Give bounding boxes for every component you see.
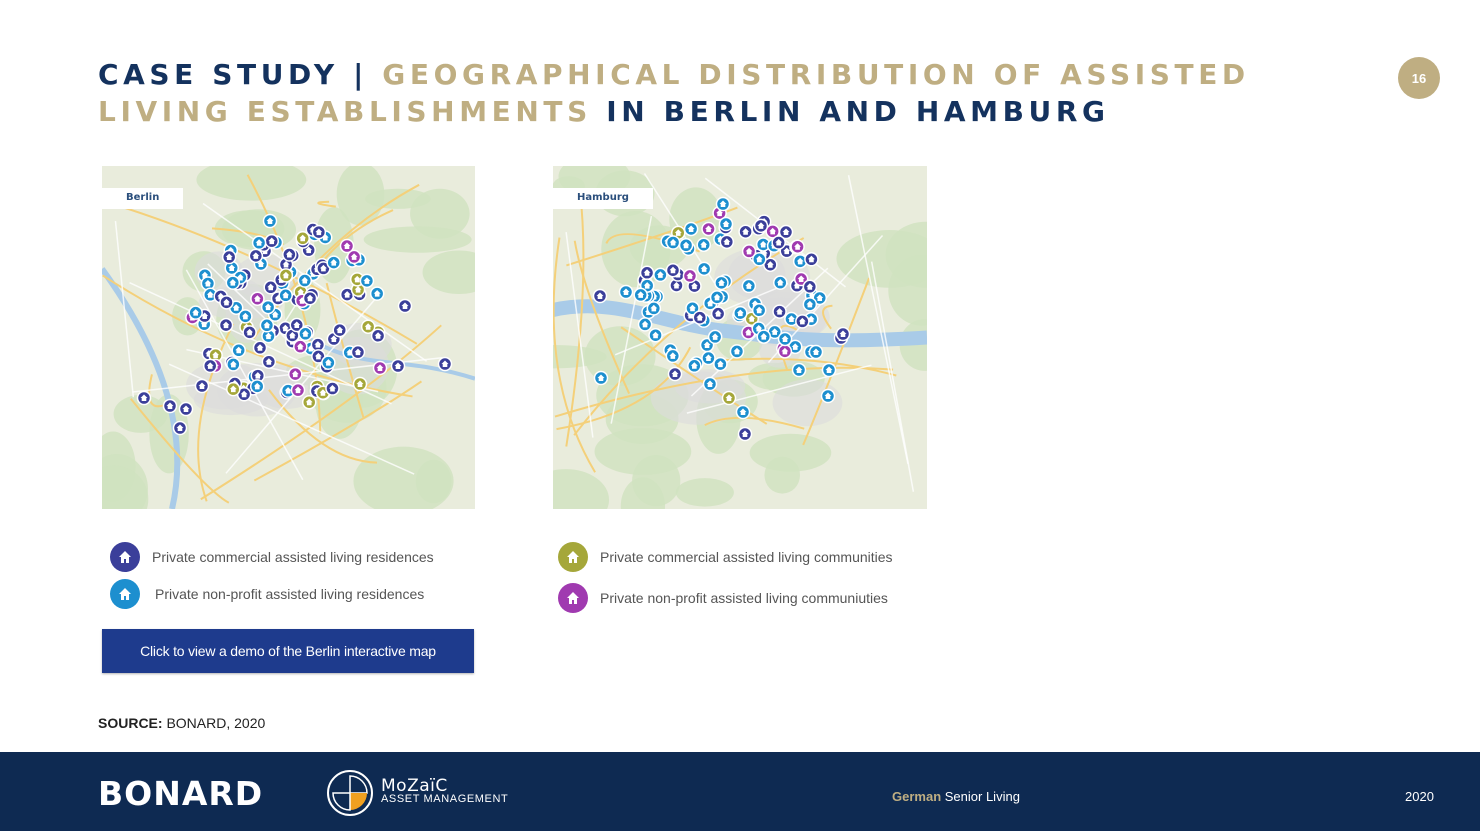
nonprofit-residence-marker[interactable] <box>226 276 239 289</box>
commercial-residence-marker[interactable] <box>304 292 317 305</box>
nonprofit-residence-marker[interactable] <box>823 364 836 377</box>
legend-label: Private commercial assisted living communities <box>600 549 893 565</box>
commercial-residence-marker[interactable] <box>326 382 339 395</box>
footer-tagline <box>892 789 1020 804</box>
nonprofit-community-marker[interactable] <box>791 240 804 253</box>
commercial-residence-marker[interactable] <box>249 249 262 262</box>
nonprofit-residence-marker[interactable] <box>680 239 693 252</box>
nonprofit-residence-marker[interactable] <box>715 276 728 289</box>
commercial-residence-marker[interactable] <box>720 235 733 248</box>
nonprofit-residence-marker[interactable] <box>654 268 667 281</box>
nonprofit-residence-marker[interactable] <box>371 287 384 300</box>
nonprofit-residence-marker[interactable] <box>685 222 698 235</box>
nonprofit-residence-marker[interactable] <box>327 256 340 269</box>
nonprofit-residence-marker[interactable] <box>639 318 652 331</box>
nonprofit-residence-marker[interactable] <box>649 329 662 342</box>
house-icon <box>110 579 140 609</box>
nonprofit-community-marker[interactable] <box>702 222 715 235</box>
commercial-residence-marker[interactable] <box>594 290 607 303</box>
commercial-residence-marker[interactable] <box>754 219 767 232</box>
bonard-logo: BONARD <box>98 774 264 813</box>
page-title <box>98 56 1358 130</box>
mozaic-emblem-icon <box>325 768 375 818</box>
commercial-residence-marker[interactable] <box>138 392 151 405</box>
commercial-residence-marker[interactable] <box>204 359 217 372</box>
nonprofit-community-marker[interactable] <box>341 240 354 253</box>
hamburg-map-label: Hamburg <box>553 188 653 209</box>
commercial-residence-marker[interactable] <box>773 305 786 318</box>
page-number-badge: 16 <box>1398 57 1440 99</box>
commercial-residence-marker[interactable] <box>372 329 385 342</box>
source-value: BONARD, 2020 <box>166 715 266 731</box>
nonprofit-community-marker[interactable] <box>292 384 305 397</box>
commercial-community-marker[interactable] <box>279 269 292 282</box>
nonprofit-residence-marker[interactable] <box>647 302 660 315</box>
commercial-residence-marker[interactable] <box>196 380 209 393</box>
commercial-residence-marker[interactable] <box>669 368 682 381</box>
commercial-residence-marker[interactable] <box>254 341 267 354</box>
footer-tagline-highlight: German <box>892 789 942 804</box>
commercial-residence-marker[interactable] <box>693 311 706 324</box>
nonprofit-community-marker[interactable] <box>251 292 264 305</box>
nonprofit-residence-marker[interactable] <box>264 215 277 228</box>
commercial-residence-marker[interactable] <box>805 253 818 266</box>
nonprofit-community-marker[interactable] <box>374 362 387 375</box>
source-note <box>98 715 265 731</box>
nonprofit-residence-marker[interactable] <box>634 288 647 301</box>
nonprofit-residence-marker[interactable] <box>260 319 273 332</box>
nonprofit-residence-marker[interactable] <box>803 298 816 311</box>
commercial-residence-marker[interactable] <box>312 226 325 239</box>
nonprofit-residence-marker[interactable] <box>810 346 823 359</box>
commercial-residence-marker[interactable] <box>243 326 256 339</box>
nonprofit-residence-marker[interactable] <box>360 274 373 287</box>
commercial-community-marker[interactable] <box>723 392 736 405</box>
nonprofit-residence-marker[interactable] <box>251 380 264 393</box>
legend-label: Private non-profit assisted living communiuties <box>600 590 888 606</box>
nonprofit-residence-marker[interactable] <box>298 274 311 287</box>
nonprofit-residence-marker[interactable] <box>704 378 717 391</box>
commercial-residence-marker[interactable] <box>262 355 275 368</box>
commercial-residence-marker[interactable] <box>739 428 752 441</box>
legend-nonprofit-residences <box>110 579 424 609</box>
source-label: SOURCE: <box>98 715 163 731</box>
nonprofit-residence-marker[interactable] <box>620 286 633 299</box>
title-separator: | <box>353 58 368 91</box>
house-icon <box>110 542 140 572</box>
legend-label: Private non-profit assisted living residences <box>155 586 425 602</box>
nonprofit-residence-marker[interactable] <box>189 306 202 319</box>
hamburg-map[interactable] <box>553 166 927 509</box>
commercial-residence-marker[interactable] <box>180 403 193 416</box>
nonprofit-residence-marker[interactable] <box>734 307 747 320</box>
nonprofit-residence-marker[interactable] <box>666 349 679 362</box>
berlin-map-label: Berlin <box>102 188 183 209</box>
commercial-residence-marker[interactable] <box>803 280 816 293</box>
nonprofit-residence-marker[interactable] <box>262 301 275 314</box>
view-demo-button[interactable]: Click to view a demo of the Berlin interactive map <box>102 629 474 673</box>
legend-label: Private commercial assisted living residences <box>152 549 434 565</box>
nonprofit-residence-marker[interactable] <box>730 345 743 358</box>
commercial-community-marker[interactable] <box>303 396 316 409</box>
legend-commercial-residences <box>110 542 434 572</box>
commercial-residence-marker[interactable] <box>220 296 233 309</box>
nonprofit-residence-marker[interactable] <box>279 289 292 302</box>
nonprofit-residence-marker[interactable] <box>227 358 240 371</box>
house-icon <box>558 542 588 572</box>
commercial-residence-marker[interactable] <box>837 328 850 341</box>
title-case-study: CASE STUDY <box>98 58 339 91</box>
nonprofit-residence-marker[interactable] <box>779 332 792 345</box>
nonprofit-residence-marker[interactable] <box>667 236 680 249</box>
nonprofit-residence-marker[interactable] <box>698 262 711 275</box>
mozaic-logo <box>325 768 508 818</box>
commercial-residence-marker[interactable] <box>265 235 278 248</box>
commercial-residence-marker[interactable] <box>174 422 187 435</box>
commercial-residence-marker[interactable] <box>220 319 233 332</box>
nonprofit-residence-marker[interactable] <box>822 390 835 403</box>
footer-year: 2020 <box>1405 789 1434 804</box>
nonprofit-residence-marker[interactable] <box>720 218 733 231</box>
nonprofit-residence-marker[interactable] <box>717 198 730 211</box>
commercial-residence-marker[interactable] <box>796 315 809 328</box>
legend-nonprofit-communities <box>558 583 888 613</box>
commercial-residence-marker[interactable] <box>666 264 679 277</box>
commercial-residence-marker[interactable] <box>392 360 405 373</box>
commercial-community-marker[interactable] <box>227 383 240 396</box>
nonprofit-residence-marker[interactable] <box>697 238 710 251</box>
footer-tagline-rest: Senior Living <box>944 789 1020 804</box>
nonprofit-residence-marker[interactable] <box>753 304 766 317</box>
commercial-residence-marker[interactable] <box>351 346 364 359</box>
commercial-residence-marker[interactable] <box>641 266 654 279</box>
commercial-residence-marker[interactable] <box>283 248 296 261</box>
nonprofit-residence-marker[interactable] <box>322 356 335 369</box>
title-location: IN BERLIN AND HAMBURG <box>606 95 1110 128</box>
nonprofit-community-marker[interactable] <box>289 368 302 381</box>
house-icon <box>558 583 588 613</box>
title-highlight: GEOGRAPHICAL DISTRIBUTION OF ASSISTED LIVING ESTABLISHMENTS <box>98 58 1250 128</box>
commercial-residence-marker[interactable] <box>333 324 346 337</box>
commercial-residence-marker[interactable] <box>739 225 752 238</box>
commercial-residence-marker[interactable] <box>772 236 785 249</box>
mozaic-name: MoZaïC <box>381 776 448 796</box>
nonprofit-residence-marker[interactable] <box>711 291 724 304</box>
berlin-map-canvas <box>102 166 475 509</box>
nonprofit-residence-marker[interactable] <box>239 310 252 323</box>
commercial-residence-marker[interactable] <box>223 251 236 264</box>
nonprofit-residence-marker[interactable] <box>595 372 608 385</box>
berlin-map[interactable] <box>102 166 475 509</box>
nonprofit-residence-marker[interactable] <box>709 330 722 343</box>
nonprofit-residence-marker[interactable] <box>253 236 266 249</box>
nonprofit-residence-marker[interactable] <box>232 344 245 357</box>
nonprofit-community-marker[interactable] <box>683 269 696 282</box>
commercial-community-marker[interactable] <box>354 378 367 391</box>
nonprofit-residence-marker[interactable] <box>702 352 715 365</box>
nonprofit-residence-marker[interactable] <box>688 359 701 372</box>
nonprofit-residence-marker[interactable] <box>737 406 750 419</box>
footer <box>0 752 1480 831</box>
commercial-residence-marker[interactable] <box>399 300 412 313</box>
hamburg-map-canvas <box>553 166 927 509</box>
commercial-residence-marker[interactable] <box>439 358 452 371</box>
nonprofit-residence-marker[interactable] <box>753 253 766 266</box>
nonprofit-residence-marker[interactable] <box>793 364 806 377</box>
nonprofit-community-marker[interactable] <box>778 345 791 358</box>
nonprofit-residence-marker[interactable] <box>742 279 755 292</box>
nonprofit-residence-marker[interactable] <box>714 358 727 371</box>
mozaic-subtitle: ASSET MANAGEMENT <box>381 793 509 805</box>
nonprofit-residence-marker[interactable] <box>757 330 770 343</box>
nonprofit-community-marker[interactable] <box>294 340 307 353</box>
nonprofit-residence-marker[interactable] <box>774 276 787 289</box>
commercial-residence-marker[interactable] <box>712 307 725 320</box>
nonprofit-residence-marker[interactable] <box>299 327 312 340</box>
commercial-residence-marker[interactable] <box>164 400 177 413</box>
legend-commercial-communities <box>558 542 893 572</box>
